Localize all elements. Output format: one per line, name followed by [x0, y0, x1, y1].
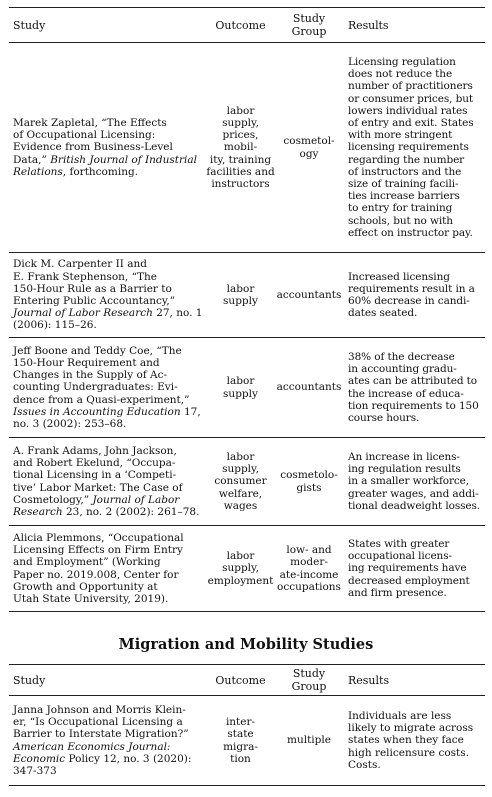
- study-cell: Alicia Plemmons, “Occupational Licensing Effects on Firm Entry and Employment” (Working Paper no. 2019.008, Center for Growth and Opportunity at Utah State University, 2019).: [9, 526, 205, 612]
- table-row: [9, 43, 485, 253]
- table-row: [9, 253, 485, 338]
- results-cell: 38% of the decrease in accounting gradu- ates can be attributed to the increase of educa- tion requirements to 150 course hours.: [342, 338, 485, 438]
- header-results: Results: [342, 8, 485, 43]
- header-outcome: Outcome: [205, 665, 276, 696]
- study-cell: Dick M. Carpenter II and E. Frank Stephenson, “The 150-Hour Rule as a Barrier to Entering Public Accountancy,” Journal of Labor Research 27, no. 1 (2006): 115–26.: [9, 253, 205, 338]
- table-row: [9, 696, 485, 786]
- study-cell: Jeff Boone and Teddy Coe, “The 150-Hour Requirement and Changes in the Supply of Ac- counting Undergraduates: Evi- dence from a Quasi-experiment,” Issues in Accounting Education 17, no. 3 (2002): 253–68.: [9, 338, 205, 438]
- study-group-cell: accountants: [276, 338, 342, 438]
- licensing-studies-table: [9, 7, 485, 612]
- study-group-cell: multiple: [276, 696, 342, 786]
- header-study-group: Study Group: [276, 665, 342, 696]
- study-group-cell: cosmetol- ogy: [276, 43, 342, 253]
- results-cell: An increase in licens- ing regulation results in a smaller workforce, greater wages, and addi- tional deadweight losses.: [342, 438, 485, 526]
- study-group-cell: low- and moder- ate-income occupations: [276, 526, 342, 612]
- outcome-cell: labor supply, prices, mobil- ity, training facilities and instructors: [205, 43, 276, 253]
- study-cell: Marek Zapletal, “The Effects of Occupational Licensing: Evidence from Business-Level Data,” British Journal of Industrial Relations, forthcoming.: [9, 43, 205, 253]
- outcome-cell: labor supply, consumer welfare, wages: [205, 438, 276, 526]
- outcome-cell: labor supply: [205, 253, 276, 338]
- results-cell: Individuals are less likely to migrate across states when they face high relicensure costs. Costs.: [342, 696, 485, 786]
- outcome-cell: inter- state migra- tion: [205, 696, 276, 786]
- study-group-cell: accountants: [276, 253, 342, 338]
- header-results: Results: [342, 665, 485, 696]
- study-group-cell: cosmetolo- gists: [276, 438, 342, 526]
- table-header-row: [9, 665, 485, 696]
- results-cell: Licensing regulation does not reduce the number of practitioners or consumer prices, but lowers individual rates of entry and exit. States with more stringent licensing requirements regarding the number of instructors and the size of training facili- ties increase barriers to entry for training schools, but no with effect on instructor pay.: [342, 43, 485, 253]
- header-outcome: Outcome: [205, 8, 276, 43]
- migration-studies-table: [9, 664, 485, 786]
- header-study-group: Study Group: [276, 8, 342, 43]
- table-header-row: [9, 8, 485, 43]
- table-row: [9, 338, 485, 438]
- results-cell: Increased licensing requirements result in a 60% decrease in candi- dates seated.: [342, 253, 485, 338]
- outcome-cell: labor supply: [205, 338, 276, 438]
- section-title: Migration and Mobility Studies: [118, 636, 374, 653]
- header-study: Study: [9, 665, 205, 696]
- outcome-cell: labor supply, employment: [205, 526, 276, 612]
- table-row: [9, 438, 485, 526]
- study-cell: A. Frank Adams, John Jackson, and Robert Ekelund, “Occupa- tional Licensing in a ‘Competi- tive’ Labor Market: The Case of Cosmetology,” Journal of Labor Research 23, no. 2 (2002): 261–78.: [9, 438, 205, 526]
- table-row: [9, 526, 485, 612]
- header-study: Study: [9, 8, 205, 43]
- study-cell: Janna Johnson and Morris Klein- er, “Is Occupational Licensing a Barrier to Interstate Migration?” American Economics Journal: Economic Policy 12, no. 3 (2020): 347-373: [9, 696, 205, 786]
- results-cell: States with greater occupational licens- ing requirements have decreased employment and firm presence.: [342, 526, 485, 612]
